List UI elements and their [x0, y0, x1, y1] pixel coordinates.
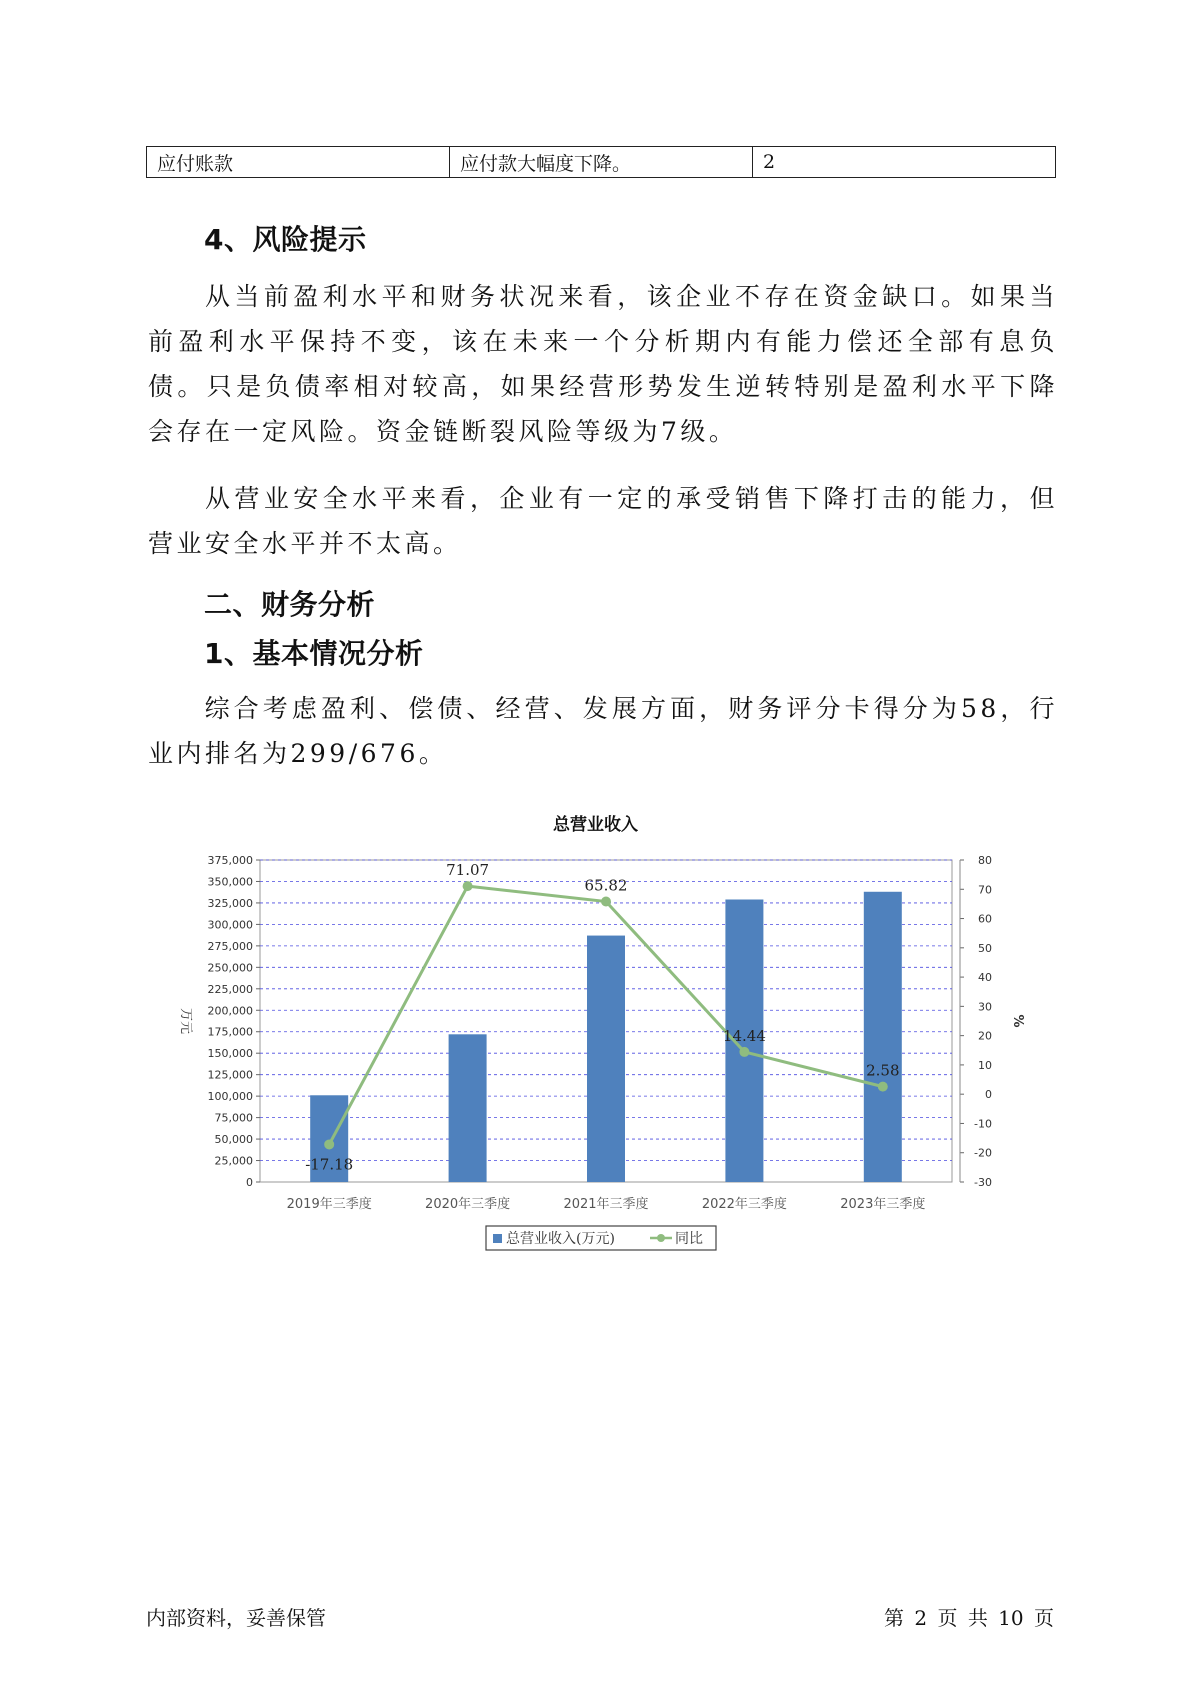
x-tick-label: 2019年三季度: [286, 1197, 372, 1212]
y-tick-label: 150,000: [207, 1047, 253, 1061]
data-label: 14.44: [722, 1026, 766, 1045]
bar: [864, 892, 902, 1182]
legend-bar-label: 总营业收入(万元): [506, 1231, 615, 1247]
y-tick-label: 25,000: [214, 1154, 253, 1168]
bar: [587, 936, 625, 1182]
y2-tick-label: 0: [985, 1088, 992, 1102]
info-table: [146, 146, 1056, 178]
y-tick-label: 225,000: [207, 982, 253, 996]
yoy-point: [878, 1082, 888, 1092]
risk-paragraph-2-text: 从营业安全水平来看，企业有一定的承受销售下降打击的能力，但营业安全水平并不太高。: [148, 484, 1058, 558]
risk-paragraph-1-text: 从当前盈利水平和财务状况来看，该企业不存在资金缺口。如果当前盈利水平保持不变，该在未来一个分析期内有能力偿还全部有息负债。只是负债率相对较高，如果经营形势发生逆转特别是盈利水平下降会存在一定风险。资金链断裂风险等级为7级。: [148, 282, 1058, 446]
data-label: 71.07: [446, 861, 490, 880]
footer-left: 内部资料，妥善保管: [146, 1606, 326, 1630]
legend-bar-swatch: [493, 1234, 502, 1243]
risk-heading: 4、风险提示: [204, 223, 367, 256]
bar: [449, 1034, 487, 1182]
y-tick-label: 300,000: [207, 918, 253, 932]
legend-line-marker: [657, 1234, 665, 1242]
chart-title: 总营业收入: [553, 815, 638, 835]
y2-tick-label: 50: [978, 941, 992, 955]
basic-paragraph-text: 综合考虑盈利、偿债、经营、发展方面，财务评分卡得分为58，行业内排名为299/676。: [148, 694, 1058, 768]
legend-line-label: 同比: [675, 1231, 703, 1247]
x-tick-label: 2020年三季度: [425, 1197, 511, 1212]
data-label: 2.58: [866, 1061, 900, 1080]
y2-tick-label: 60: [978, 912, 992, 926]
y-tick-label: 175,000: [207, 1025, 253, 1039]
y2-tick-label: 30: [978, 1000, 992, 1014]
x-tick-label: 2021年三季度: [563, 1197, 649, 1212]
y-tick-label: 0: [246, 1176, 253, 1189]
y2-tick-label: -20: [974, 1146, 992, 1160]
basic-paragraph: [148, 686, 1058, 776]
y-tick-label: 325,000: [207, 896, 253, 910]
table-cell: 应付账款: [147, 147, 450, 178]
table-cell: 2: [753, 147, 1056, 178]
x-tick-label: 2022年三季度: [701, 1197, 787, 1212]
y-tick-label: 275,000: [207, 939, 253, 953]
risk-paragraph-1: [148, 274, 1058, 454]
y-tick-label: 200,000: [207, 1004, 253, 1018]
revenue-chart: [160, 838, 1040, 1258]
yoy-point: [601, 897, 611, 907]
y2-tick-label: -30: [974, 1176, 992, 1189]
y2-tick-label: 10: [978, 1058, 992, 1072]
y2-tick-label: -10: [974, 1117, 992, 1131]
y2-tick-label: 80: [978, 854, 992, 867]
footer-page-number: 第 2 页 共 10 页: [884, 1606, 1054, 1630]
yoy-point: [739, 1047, 749, 1057]
y2-axis-label: %: [1010, 1014, 1025, 1028]
table-cell: 应付款大幅度下降。: [450, 147, 753, 178]
y2-tick-label: 20: [978, 1029, 992, 1043]
y2-tick-label: 40: [978, 971, 992, 985]
y-axis-label: 万元: [178, 1007, 193, 1035]
yoy-point: [463, 881, 473, 891]
y2-tick-label: 70: [978, 883, 992, 897]
risk-paragraph-2: [148, 476, 1058, 566]
y-tick-label: 375,000: [207, 854, 253, 867]
y-tick-label: 100,000: [207, 1090, 253, 1104]
y-tick-label: 50,000: [214, 1133, 253, 1147]
x-tick-label: 2023年三季度: [840, 1197, 926, 1212]
table-row: [147, 147, 1056, 178]
data-label: 65.82: [584, 876, 628, 895]
basic-heading: 1、基本情况分析: [204, 637, 424, 670]
y-tick-label: 125,000: [207, 1068, 253, 1082]
y-tick-label: 350,000: [207, 875, 253, 889]
y-tick-label: 75,000: [214, 1111, 253, 1125]
finance-heading: 二、财务分析: [204, 588, 376, 621]
y-tick-label: 250,000: [207, 961, 253, 975]
yoy-point: [324, 1139, 334, 1149]
data-label: -17.18: [305, 1155, 354, 1174]
